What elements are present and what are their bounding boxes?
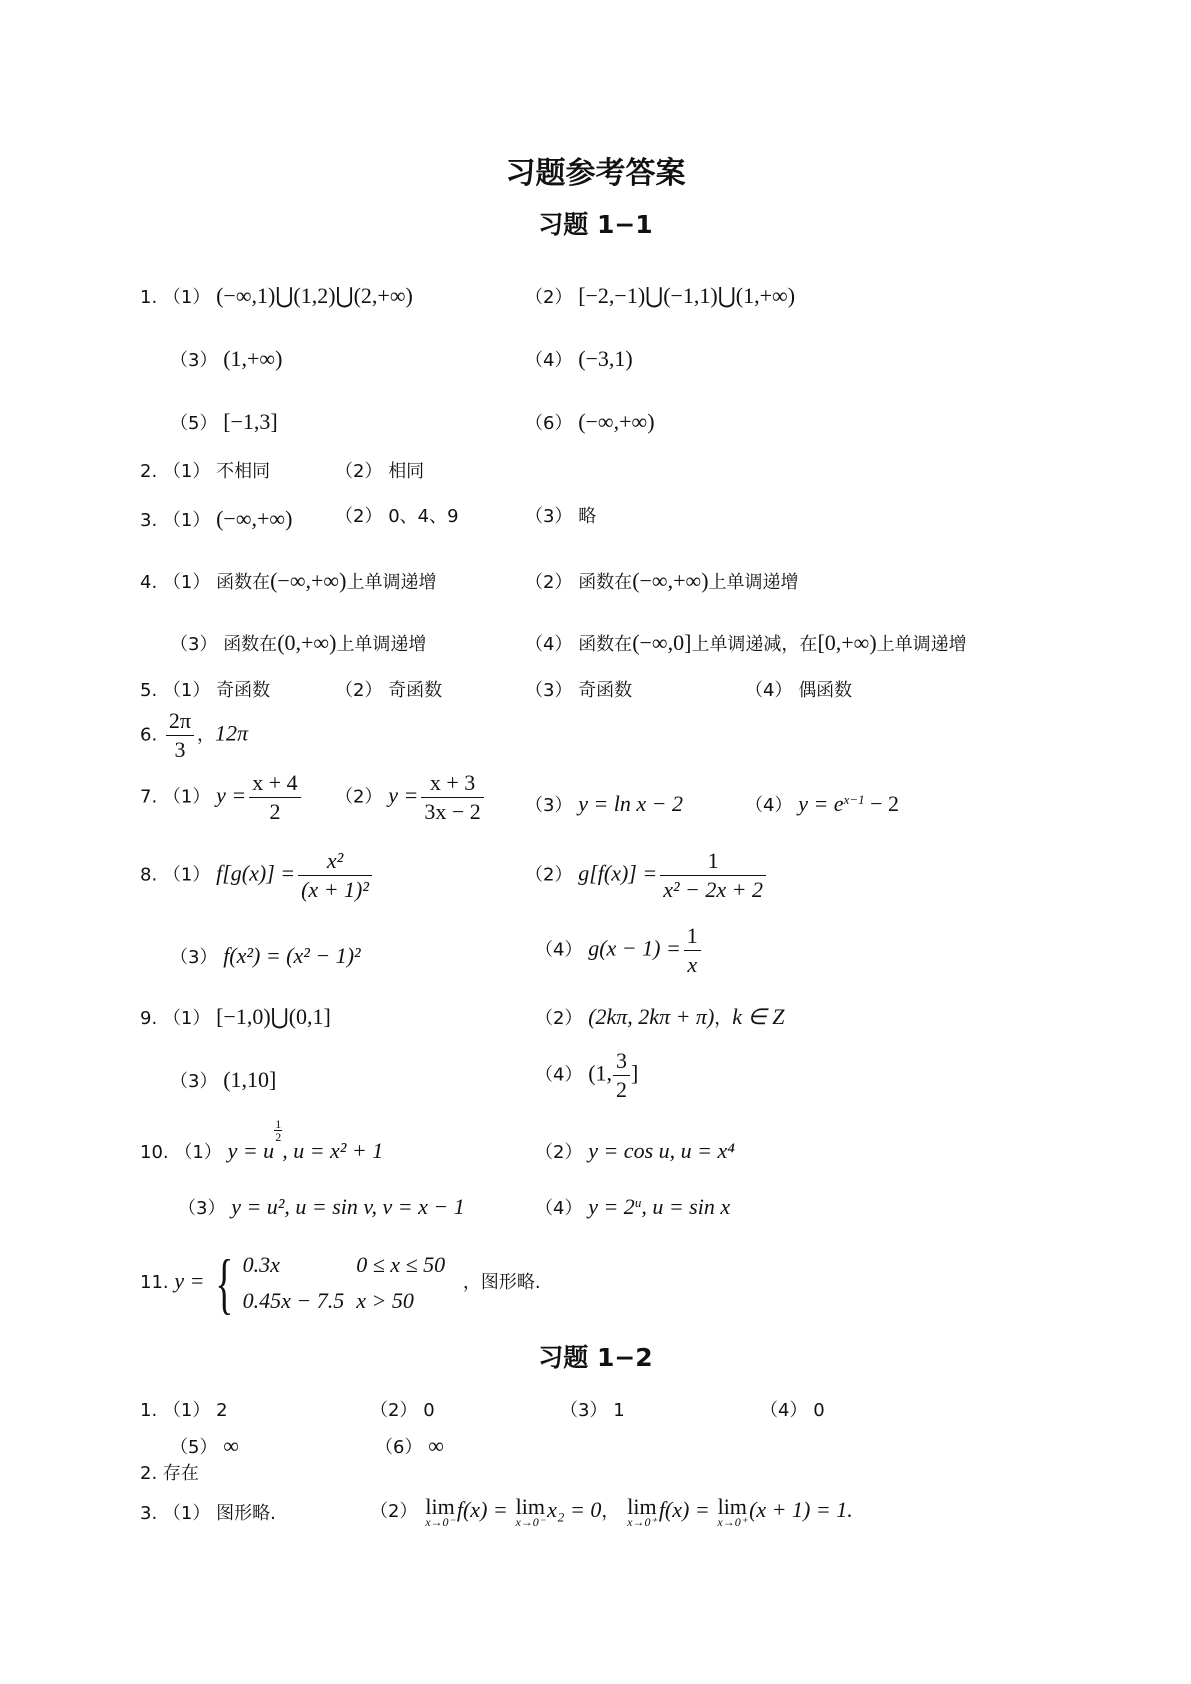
answer-text: 奇函数 xyxy=(388,680,443,701)
answer-math: f(x²) = (x² − 1)² xyxy=(223,943,361,968)
fraction xyxy=(421,772,483,823)
exponent-denominator: 2 xyxy=(275,1130,282,1144)
fraction-denominator: x xyxy=(687,952,698,977)
question-number: 7. xyxy=(140,786,158,808)
answer-6 xyxy=(140,710,248,761)
answer-math: 12π xyxy=(215,720,249,746)
fraction xyxy=(249,772,300,823)
answer-7-3 xyxy=(525,793,683,815)
part-label: （1） xyxy=(162,1503,211,1524)
question-number: 8. xyxy=(140,864,158,886)
part-label: （4） xyxy=(525,350,573,371)
question-number: 1. xyxy=(140,1400,158,1421)
answer-1-1 xyxy=(140,285,413,307)
answer-8-3 xyxy=(170,945,361,967)
limit-word: lim xyxy=(515,1494,545,1519)
answer-math: ] xyxy=(631,1060,639,1086)
answer-2-3-1 xyxy=(140,1505,276,1523)
part-label: （4） xyxy=(535,1198,583,1219)
answer-math: [−2,−1)⋃(−1,1)⋃(1,+∞) xyxy=(578,283,796,308)
page-title: 习题参考答案 xyxy=(505,156,686,191)
answer-math: (−∞,+∞) xyxy=(632,568,709,593)
answer-text: 图形略. xyxy=(216,1503,276,1524)
part-label: （1） xyxy=(162,680,211,701)
answer-math: , u = sin x xyxy=(641,1194,731,1219)
part-label: （2） xyxy=(535,1142,583,1163)
part-label: （3） xyxy=(525,680,573,701)
separator: ， xyxy=(601,1501,620,1522)
answer-math: [0,+∞) xyxy=(817,630,877,655)
limit-operator xyxy=(717,1496,747,1528)
answer-9-4 xyxy=(535,1050,638,1101)
part-label: （4） xyxy=(535,939,583,961)
answer-text: 存在 xyxy=(162,1463,199,1484)
answer-math: g(x − 1) = xyxy=(588,935,681,961)
answer-math: (1, xyxy=(588,1060,613,1086)
answer-text: 0 xyxy=(423,1400,435,1421)
answer-math: ∞ xyxy=(428,1433,444,1458)
exponent: u xyxy=(634,1195,642,1210)
answer-math: y = xyxy=(388,782,419,808)
answer-math: g[f(x)] = xyxy=(578,860,658,886)
answer-11 xyxy=(140,1247,541,1319)
fraction-numerator: x + 3 xyxy=(421,772,483,798)
answer-math: ∞ xyxy=(223,1433,239,1458)
answer-text: 上单调递增 xyxy=(708,572,799,593)
part-label: （2） xyxy=(370,1501,418,1522)
answer-2-1 xyxy=(140,463,270,481)
answer-4-4 xyxy=(525,632,967,654)
fraction-numerator: 1 xyxy=(684,925,701,951)
part-label: （6） xyxy=(375,1437,423,1458)
answer-2-1-5 xyxy=(170,1435,239,1457)
answer-2-1-2 xyxy=(370,1402,435,1420)
part-label: （5） xyxy=(170,1437,218,1458)
part-label: （1） xyxy=(174,1142,222,1163)
answer-10-2 xyxy=(535,1140,735,1162)
answer-text: 相同 xyxy=(388,461,425,482)
answer-math: (−∞,+∞) xyxy=(270,568,347,593)
part-label: （1） xyxy=(162,461,211,482)
limit-word: lim xyxy=(425,1494,455,1519)
answer-math: k ∈ Z xyxy=(732,1004,785,1029)
fraction-numerator: 2π xyxy=(166,710,194,736)
answer-8-4 xyxy=(535,925,704,976)
part-label: （3） xyxy=(170,1071,218,1092)
answer-text: 略 xyxy=(578,506,597,527)
answer-9-2 xyxy=(535,1006,784,1028)
answer-text: 上单调递增 xyxy=(336,634,427,655)
part-label: （6） xyxy=(525,413,573,434)
answer-7-2 xyxy=(335,772,487,823)
part-label: （2） xyxy=(335,786,383,808)
answer-math: − 2 xyxy=(864,791,900,816)
fraction xyxy=(298,850,372,901)
answer-10-1 xyxy=(140,1117,384,1165)
question-number: 3. xyxy=(140,510,158,531)
case-expression: 0.45x − 7.5 xyxy=(242,1288,345,1313)
answer-4-3 xyxy=(170,632,426,654)
case-row xyxy=(243,1283,458,1319)
answer-text: 不相同 xyxy=(216,461,271,482)
part-label: （2） xyxy=(335,680,383,701)
section-heading-1-1: 习题 1−1 xyxy=(538,210,653,239)
answer-4-1 xyxy=(140,570,436,592)
answer-5-1 xyxy=(140,682,270,700)
answer-text: 0、4、9 xyxy=(388,506,459,527)
answer-math: f(x) = xyxy=(658,1497,710,1522)
answer-math: , u = x² + 1 xyxy=(282,1138,384,1163)
answer-text: 奇函数 xyxy=(216,680,271,701)
question-number: 10. xyxy=(140,1142,169,1163)
fraction-numerator: 3 xyxy=(613,1050,630,1076)
part-label: （5） xyxy=(170,413,218,434)
piecewise-cases xyxy=(243,1247,458,1319)
fractional-exponent xyxy=(274,1118,282,1143)
question-number: 2. xyxy=(140,461,158,482)
answer-math: y = ln x − 2 xyxy=(578,791,684,816)
answer-text: ，图形略. xyxy=(462,1272,541,1293)
limit-subscript: x→0⁻ xyxy=(515,1515,546,1529)
question-number: 6. xyxy=(140,724,158,746)
case-row xyxy=(243,1247,458,1283)
part-label: （2） xyxy=(525,572,573,593)
part-label: （3） xyxy=(178,1198,226,1219)
answer-math: y = u xyxy=(227,1138,275,1163)
fraction-denominator: 3 xyxy=(174,737,186,762)
answer-1-5 xyxy=(170,411,278,433)
fraction-numerator: 1 xyxy=(660,850,766,876)
answer-math: (−∞,+∞) xyxy=(578,409,655,434)
answer-math: (1,+∞) xyxy=(223,346,283,371)
part-label: （3） xyxy=(525,795,573,816)
answer-1-2 xyxy=(525,285,795,307)
separator: ， xyxy=(197,724,216,746)
part-label: （4） xyxy=(760,1400,808,1421)
answer-math: x₂ = 0 xyxy=(547,1497,602,1522)
part-label: （2） xyxy=(535,1008,583,1029)
answer-math: [−1,3] xyxy=(223,409,278,434)
answer-4-2 xyxy=(525,570,799,592)
answer-math: y = cos u, u = x⁴ xyxy=(588,1138,735,1163)
part-label: （2） xyxy=(370,1400,418,1421)
case-expression: 0.3x xyxy=(242,1252,280,1277)
answer-math: f(x) = xyxy=(456,1497,508,1522)
fraction-denominator: 3x − 2 xyxy=(424,799,481,824)
answer-math: y = xyxy=(216,782,247,808)
exponent: x−1 xyxy=(843,792,865,807)
answer-2-2 xyxy=(140,1465,199,1483)
answer-text: 1 xyxy=(613,1400,625,1421)
left-brace: { xyxy=(215,1245,234,1321)
separator: ， xyxy=(714,1008,733,1029)
answer-2-1-4 xyxy=(760,1402,825,1420)
part-label: （2） xyxy=(525,864,573,886)
exponent-numerator: 1 xyxy=(275,1117,282,1131)
part-label: （1） xyxy=(162,864,211,886)
limit-operator xyxy=(425,1496,455,1528)
part-label: （4） xyxy=(745,795,793,816)
part-label: （1） xyxy=(162,287,211,308)
answer-1-3 xyxy=(170,348,282,370)
answer-2-1-1 xyxy=(140,1402,228,1420)
answer-text: 0 xyxy=(813,1400,825,1421)
fraction xyxy=(660,850,766,901)
case-condition: x > 50 xyxy=(356,1288,414,1313)
part-label: （4） xyxy=(535,1064,583,1086)
answer-text: 上单调递减，在 xyxy=(691,634,818,655)
part-label: （2） xyxy=(335,461,383,482)
limit-operator xyxy=(627,1496,657,1528)
answer-2-1-3 xyxy=(560,1402,625,1420)
part-label: （2） xyxy=(525,287,573,308)
answer-text: 函数在 xyxy=(578,572,633,593)
answer-text: 上单调递增 xyxy=(346,572,437,593)
question-number: 11. xyxy=(140,1272,169,1293)
answer-5-2 xyxy=(335,682,442,700)
answer-3-2 xyxy=(335,508,459,526)
part-label: （3） xyxy=(170,634,218,655)
answer-9-1 xyxy=(140,1006,331,1028)
part-label: （1） xyxy=(162,572,211,593)
answer-10-4 xyxy=(535,1196,730,1218)
answer-math: (−∞,1)⋃(1,2)⋃(2,+∞) xyxy=(216,283,413,308)
answer-5-3 xyxy=(525,682,632,700)
limit-operator xyxy=(515,1496,545,1528)
part-label: （3） xyxy=(560,1400,608,1421)
part-label: （3） xyxy=(170,350,218,371)
question-number: 1. xyxy=(140,287,158,308)
answer-text: 偶函数 xyxy=(798,680,853,701)
answer-math: [−1,0)⋃(0,1] xyxy=(216,1004,331,1029)
answer-7-1 xyxy=(140,772,304,823)
answer-2-1-6 xyxy=(375,1435,444,1457)
fraction-denominator: x² − 2x + 2 xyxy=(663,877,764,902)
fraction xyxy=(684,925,701,976)
part-label: （1） xyxy=(162,1400,211,1421)
answer-math: (−∞,0] xyxy=(632,630,692,655)
answer-math: y = e xyxy=(798,791,844,816)
answer-math: (x + 1) = 1. xyxy=(749,1497,853,1522)
part-label: （1） xyxy=(162,510,211,531)
answer-10-3 xyxy=(178,1196,465,1218)
fraction-numerator: x² xyxy=(298,850,372,876)
answer-8-2 xyxy=(525,850,769,901)
question-number: 5. xyxy=(140,680,158,701)
answer-math: (1,10] xyxy=(223,1067,277,1092)
part-label: （1） xyxy=(162,786,211,808)
section-heading-1-2: 习题 1−2 xyxy=(538,1343,653,1372)
answer-2-3-2 xyxy=(370,1496,853,1528)
answer-math: y = 2 xyxy=(588,1194,635,1219)
answer-math: (2kπ, 2kπ + π) xyxy=(588,1004,715,1029)
limit-word: lim xyxy=(717,1494,747,1519)
answer-9-3 xyxy=(170,1069,276,1091)
limit-subscript: x→0⁺ xyxy=(627,1515,657,1529)
fraction-denominator: 2 xyxy=(269,799,281,824)
answer-3-1 xyxy=(140,508,292,530)
fraction-denominator: (x + 1)² xyxy=(301,877,369,902)
fraction-numerator: x + 4 xyxy=(249,772,300,798)
part-label: （1） xyxy=(162,1008,211,1029)
answer-7-4 xyxy=(745,793,899,815)
answer-1-4 xyxy=(525,348,633,370)
answer-text: 上单调递增 xyxy=(876,634,967,655)
part-label: （4） xyxy=(745,680,793,701)
part-label: （3） xyxy=(170,947,218,968)
answer-math: f[g(x)] = xyxy=(216,860,296,886)
question-number: 9. xyxy=(140,1008,158,1029)
answer-text: 2 xyxy=(216,1400,228,1421)
question-number: 3. xyxy=(140,1503,158,1524)
answer-math: (−3,1) xyxy=(578,346,633,371)
answer-3-3 xyxy=(525,508,596,526)
answer-2-2 xyxy=(335,463,424,481)
fraction-denominator: 2 xyxy=(616,1077,628,1102)
answer-math: y = xyxy=(174,1268,205,1293)
answer-text: 函数在 xyxy=(223,634,278,655)
part-label: （2） xyxy=(335,506,383,527)
question-number: 2. xyxy=(140,1463,158,1484)
limit-word: lim xyxy=(627,1494,657,1519)
fraction xyxy=(613,1050,630,1101)
part-label: （3） xyxy=(525,506,573,527)
answer-text: 奇函数 xyxy=(578,680,633,701)
limit-subscript: x→0⁺ xyxy=(717,1515,748,1529)
fraction xyxy=(166,710,194,761)
answer-text: 函数在 xyxy=(216,572,271,593)
answer-text: 函数在 xyxy=(578,634,633,655)
part-label: （4） xyxy=(525,634,573,655)
answer-math: (0,+∞) xyxy=(277,630,337,655)
answer-8-1 xyxy=(140,850,375,901)
case-condition: 0 ≤ x ≤ 50 xyxy=(356,1252,446,1277)
answer-math: y = u², u = sin v, v = x − 1 xyxy=(231,1194,465,1219)
limit-subscript: x→0⁻ xyxy=(425,1515,455,1529)
answer-math: (−∞,+∞) xyxy=(216,506,293,531)
answer-5-4 xyxy=(745,682,852,700)
question-number: 4. xyxy=(140,572,158,593)
answer-1-6 xyxy=(525,411,655,433)
